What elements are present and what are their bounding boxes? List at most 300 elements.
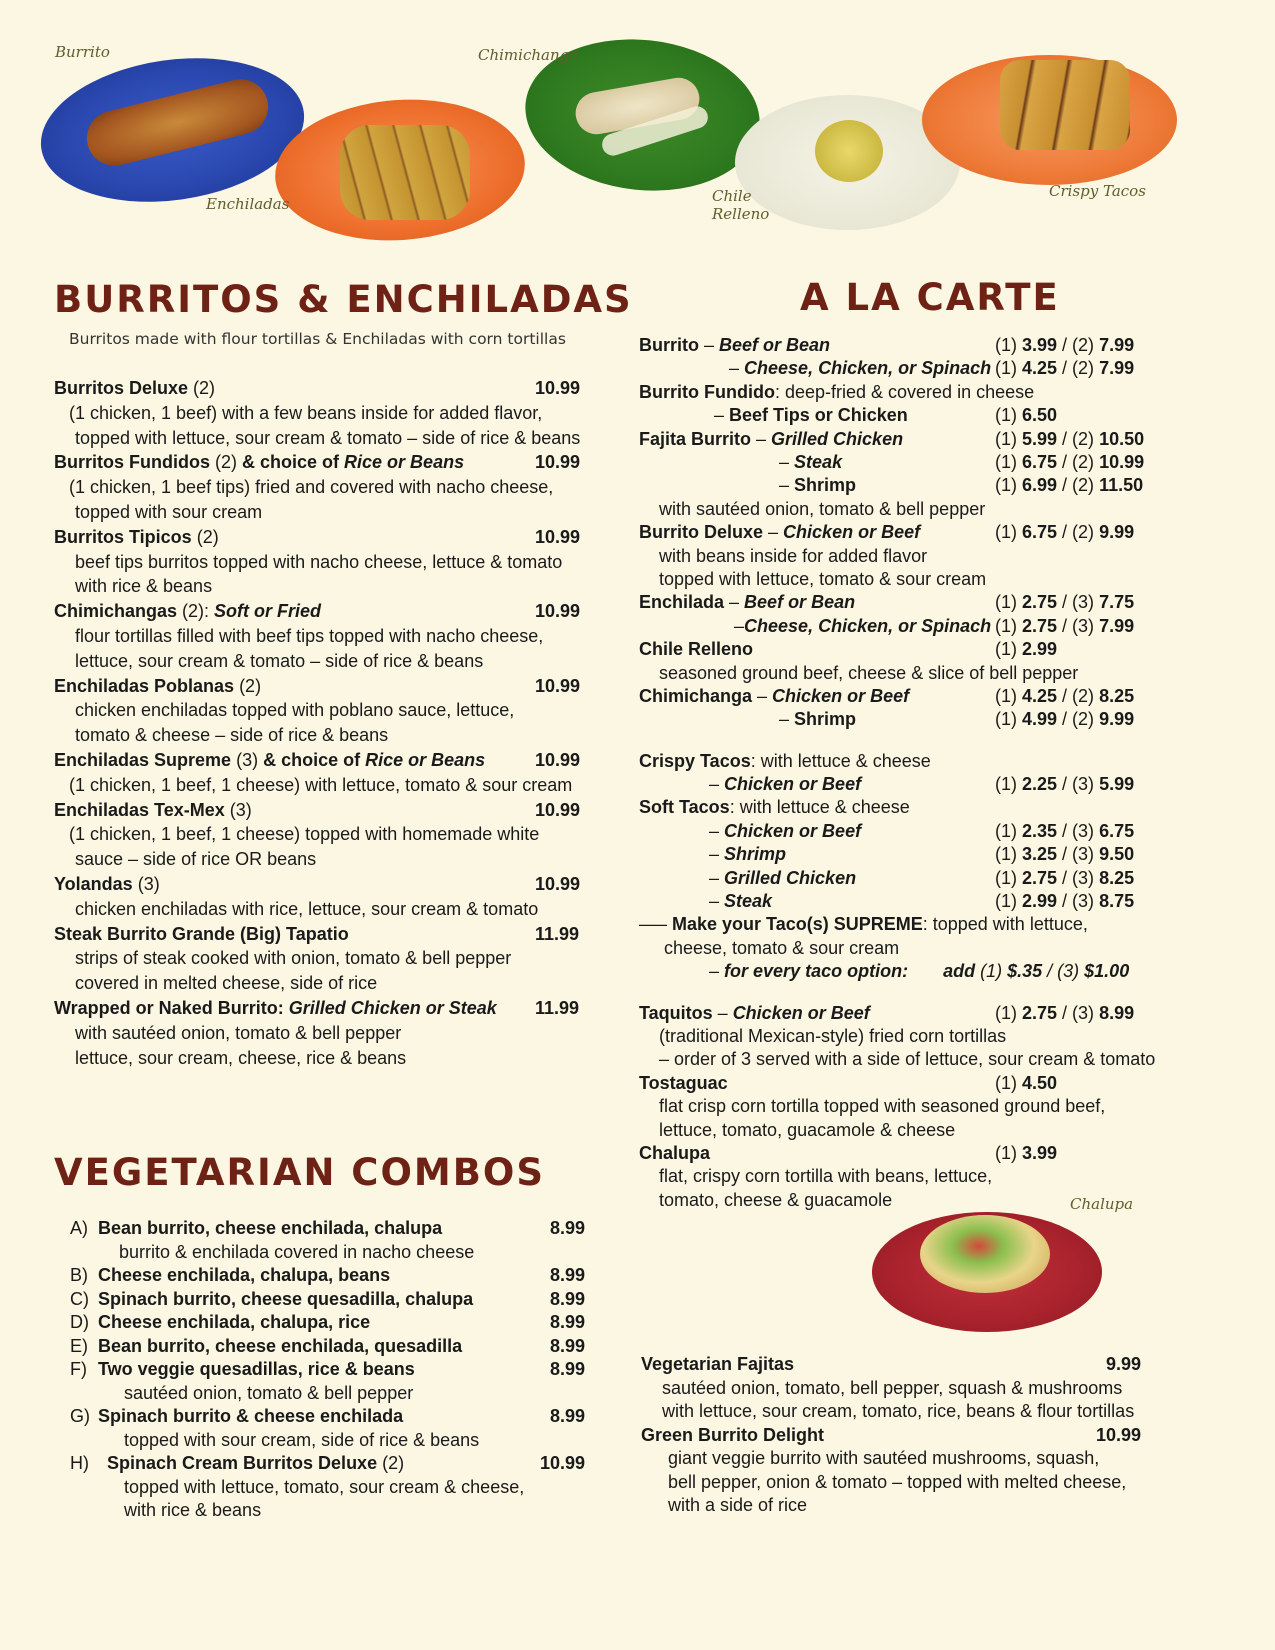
menu-item-description: strips of steak cooked with onion, tomato & bell pepper <box>75 948 512 969</box>
carte-text-segment: Beef or Bean <box>719 335 831 355</box>
carte-item-description: flat, crispy corn tortilla with beans, lettuce, <box>659 1166 993 1187</box>
menu-item-description: topped with lettuce, sour cream & tomato – side of rice & beans <box>75 427 581 448</box>
carte-text-segment: – <box>639 475 795 496</box>
carte-text-segment: $.35 <box>1007 961 1043 982</box>
enchiladas-photo-caption: Enchiladas <box>206 195 290 213</box>
price-segment: (1) <box>995 451 1022 472</box>
combo-price: 8.99 <box>549 1359 585 1379</box>
carte-text-segment: Chile Relleno <box>639 639 754 660</box>
price-segment: 11.50 <box>1099 475 1144 496</box>
carte-text-segment: cheese, tomato & sour cream <box>639 937 900 958</box>
price-segment: 2.75 <box>1022 615 1058 636</box>
price-segment: (1) <box>995 475 1022 496</box>
burritos-section-title: BURRITOS & ENCHILADAS <box>54 278 633 321</box>
price-segment: 2.99 <box>1022 891 1058 912</box>
price-segment: 5.99 <box>1022 428 1058 449</box>
menu-item-choice-option: Rice or Beans <box>365 749 486 770</box>
price-segment: 2.75 <box>1022 1002 1058 1023</box>
menu-item-description: sauce – side of rice OR beans <box>75 849 317 870</box>
menu-item-description: covered in melted cheese, side of rice <box>75 973 378 994</box>
carte-text-segment: – <box>639 891 725 912</box>
carte-text-segment: – <box>712 1002 733 1023</box>
carte-text-segment: Burrito <box>639 335 699 355</box>
carte-text-segment: – <box>639 961 725 982</box>
menu-item-description: tomato & cheese – side of rice & beans <box>75 725 389 746</box>
carte-text-segment: Beef or Bean <box>744 592 856 613</box>
price-segment: / (2) <box>1057 522 1100 543</box>
carte-text-segment: Steak <box>794 451 843 472</box>
carte-item-line <box>639 796 1159 819</box>
price-segment: 9.99 <box>1099 709 1135 730</box>
combo-header <box>70 1264 585 1288</box>
menu-item-name: Yolandas <box>54 873 133 894</box>
carte-text-segment: – <box>639 844 725 865</box>
carte-text-segment: : with lettuce & cheese <box>729 797 910 818</box>
carte-text-segment: $1.00 <box>1084 961 1130 982</box>
burrito-photo-caption: Burrito <box>55 43 110 61</box>
menu-item-header <box>54 674 594 699</box>
menu-item-price: 11.99 <box>535 997 580 1018</box>
carte-text-segment: : topped with lettuce, <box>922 914 1088 935</box>
menu-item-qty: (3) <box>231 749 264 770</box>
menu-item-description: with rice & beans <box>75 576 213 597</box>
combo-price: 8.99 <box>549 1335 585 1356</box>
carte-text-segment: – <box>724 592 745 613</box>
carte-item-description: (traditional Mexican-style) fried corn tortillas <box>659 1026 1007 1046</box>
price-segment: 7.75 <box>1099 592 1135 613</box>
carte-item-price <box>995 867 1134 890</box>
price-segment: 7.99 <box>1099 615 1135 636</box>
carte-text-segment: Steak <box>724 891 773 912</box>
carte-text-segment: Soft Tacos <box>639 797 730 818</box>
special-description: giant veggie burrito with sautéed mushrooms, squash, <box>668 1448 1100 1468</box>
carte-text-segment: Chicken or Beef <box>724 774 862 795</box>
price-segment: 9.99 <box>1099 522 1135 543</box>
combo-description: with rice & beans <box>124 1500 262 1520</box>
menu-item-price: 10.99 <box>535 378 581 398</box>
combo-name: Spinach burrito & cheese enchilada <box>98 1406 404 1426</box>
combo-name: Bean burrito, cheese enchilada, chalupa <box>98 1218 443 1238</box>
carte-text-segment: Shrimp <box>724 844 787 865</box>
carte-item-price <box>995 685 1134 708</box>
price-segment: / (3) <box>1057 867 1100 888</box>
menu-item-price: 10.99 <box>535 675 581 696</box>
menu-item-header <box>54 450 594 475</box>
price-segment: 2.35 <box>1022 820 1058 841</box>
chile-relleno-food <box>815 120 883 182</box>
combo-letter: B) <box>70 1265 88 1285</box>
carte-text-segment: add <box>943 961 981 982</box>
carte-item-line <box>639 1002 1159 1025</box>
chalupa-food <box>920 1215 1050 1293</box>
menu-item-description: (1 chicken, 1 beef, 1 cheese) with lettuce, tomato & sour cream <box>69 774 573 795</box>
price-segment: / (3) <box>1057 592 1100 613</box>
carte-text-segment: – <box>639 405 730 426</box>
carte-text-segment: Burrito Fundido <box>639 381 775 402</box>
combo-letter: F) <box>70 1359 87 1379</box>
carte-item-line <box>639 820 1159 843</box>
combo-price: 10.99 <box>539 1453 585 1473</box>
price-segment: (1) <box>995 867 1022 888</box>
price-segment: (1) <box>995 358 1022 379</box>
carte-item-price <box>995 1002 1134 1025</box>
menu-item-name: Burritos Tipicos <box>54 526 192 547</box>
carte-text-segment: Chicken or Beef <box>772 685 910 706</box>
carte-text-segment: – <box>763 522 784 543</box>
price-segment: 6.50 <box>1022 405 1058 426</box>
price-segment: / (3) <box>1057 844 1100 865</box>
carte-text-segment: – <box>639 709 795 730</box>
carte-text-segment: Crispy Tacos <box>639 750 751 771</box>
carte-item-description: flat crisp corn tortilla topped with seasoned ground beef, <box>659 1096 1106 1117</box>
price-segment: (1) <box>995 592 1022 613</box>
combo-name: Spinach Cream Burritos Deluxe <box>107 1453 378 1473</box>
menu-item-header <box>54 798 594 823</box>
combo-letter: E) <box>70 1335 88 1356</box>
combo-letter: C) <box>70 1288 89 1309</box>
special-header <box>641 1353 1141 1377</box>
a-la-carte-list <box>639 334 1159 1212</box>
menu-item-description: topped with sour cream <box>75 501 263 522</box>
carte-item-line <box>639 773 1159 796</box>
combo-description: topped with lettuce, tomato, sour cream & cheese, <box>124 1476 525 1497</box>
menu-item-header <box>54 599 594 624</box>
carte-item-line <box>639 474 1159 497</box>
price-segment: 10.99 <box>1099 451 1145 472</box>
menu-item-qty: (3) <box>224 799 252 820</box>
carte-item-price <box>995 521 1134 544</box>
combo-price: 8.99 <box>549 1288 585 1309</box>
menu-item-name: Enchiladas Poblanas <box>54 675 235 696</box>
carte-text-segment: – <box>699 335 720 355</box>
chimichanga-photo-caption: Chimichanga <box>478 46 579 64</box>
menu-item-qty: (3) <box>132 873 160 894</box>
special-description: with a side of rice <box>668 1495 808 1515</box>
carte-item-description: seasoned ground beef, cheese & slice of bell pepper <box>659 662 1079 683</box>
menu-item-price: 10.99 <box>535 799 581 820</box>
price-segment: (1) <box>995 891 1022 912</box>
carte-text-segment: – <box>639 451 795 472</box>
carte-text-segment: Chalupa <box>639 1143 711 1164</box>
special-price: 10.99 <box>1095 1424 1141 1445</box>
carte-text-segment: – <box>752 685 773 706</box>
carte-item-line <box>639 638 1159 661</box>
price-segment: 6.75 <box>1099 820 1135 841</box>
carte-text-segment: – <box>751 428 772 449</box>
combo-qty: (2) <box>377 1453 405 1473</box>
carte-item-line <box>639 843 1159 866</box>
price-segment: 3.25 <box>1022 844 1058 865</box>
price-segment: (1) <box>995 639 1022 660</box>
price-segment: 8.99 <box>1099 1002 1135 1023</box>
price-segment: 4.50 <box>1022 1072 1058 1093</box>
menu-item-price: 10.99 <box>535 749 581 770</box>
combo-header <box>70 1288 585 1312</box>
menu-item-name: Enchiladas Supreme <box>54 749 232 770</box>
carte-item-price <box>995 404 1057 427</box>
menu-item-qty: (2) <box>234 675 262 696</box>
carte-item-price <box>995 451 1144 474</box>
menu-item-style: Grilled Chicken or Steak <box>288 997 497 1018</box>
price-segment: 2.75 <box>1022 592 1058 613</box>
combo-name: Cheese enchilada, chalupa, beans <box>98 1265 391 1285</box>
carte-item-price <box>995 357 1134 380</box>
menu-item-description: flour tortillas filled with beef tips topped with nacho cheese, <box>75 625 544 646</box>
carte-item-line <box>639 451 1159 474</box>
menu-item-name: Burritos Deluxe <box>54 378 189 398</box>
price-segment: 8.75 <box>1099 891 1135 912</box>
carte-item-price <box>995 773 1134 796</box>
section-spacer <box>639 984 1159 1002</box>
price-segment: 4.99 <box>1022 709 1058 730</box>
vegetarian-section-title: VEGETARIAN COMBOS <box>54 1151 546 1194</box>
menu-item-header <box>54 376 594 401</box>
carte-text-segment: Burrito Deluxe <box>639 522 764 543</box>
carte-item-line <box>639 334 1159 357</box>
price-segment: 6.75 <box>1022 522 1058 543</box>
menu-item-description: (1 chicken, 1 beef tips) fried and covered with nacho cheese, <box>69 477 554 498</box>
carte-item-line <box>639 591 1159 614</box>
carte-item-line <box>639 357 1159 380</box>
carte-text-segment: – <box>639 867 725 888</box>
carte-text-segment: Shrimp <box>794 475 857 496</box>
combo-header <box>70 1358 585 1382</box>
menu-item-name: Burritos Fundidos <box>54 452 210 473</box>
combo-letter: A) <box>70 1218 88 1238</box>
price-segment: / (2) <box>1057 451 1100 472</box>
combo-header <box>70 1311 585 1335</box>
price-segment: 4.25 <box>1022 358 1058 379</box>
combo-price: 8.99 <box>549 1265 585 1285</box>
price-segment: (1) <box>995 1072 1022 1093</box>
price-segment: (1) <box>995 335 1022 355</box>
menu-item-header <box>54 996 594 1021</box>
price-segment: 2.99 <box>1022 639 1058 660</box>
enchiladas-food <box>340 125 470 220</box>
carte-text-segment: Grilled Chicken <box>771 428 904 449</box>
price-segment: (1) <box>995 820 1022 841</box>
price-segment: / (2) <box>1057 685 1100 706</box>
menu-item-description: lettuce, sour cream, cheese, rice & beans <box>75 1047 407 1068</box>
carte-item-line <box>639 750 1159 773</box>
carte-item-price <box>995 1142 1057 1165</box>
carte-text-segment: : with lettuce & cheese <box>750 750 931 771</box>
price-segment: 9.50 <box>1099 844 1135 865</box>
carte-item-line <box>639 685 1159 708</box>
price-segment: 2.75 <box>1022 867 1058 888</box>
price-segment: 3.99 <box>1022 335 1058 355</box>
menu-item-name: Steak Burrito Grande (Big) Tapatio <box>54 923 349 944</box>
price-segment: / (2) <box>1057 709 1100 730</box>
carte-text-segment: for every taco option: <box>724 961 909 982</box>
special-header <box>641 1424 1141 1448</box>
price-segment: (1) <box>995 685 1022 706</box>
price-segment: 6.75 <box>1022 451 1058 472</box>
carte-text-segment: Cheese, Chicken, or Spinach <box>744 358 992 379</box>
carte-item-line <box>639 381 1159 404</box>
carte-item-line <box>639 428 1159 451</box>
menu-item-style: Soft or Fried <box>214 601 322 622</box>
menu-item-description: (1 chicken, 1 beef) with a few beans inside for added flavor, <box>69 402 543 423</box>
carte-text-segment: Beef Tips or Chicken <box>729 405 908 426</box>
chalupa-photo-caption: Chalupa <box>1070 1195 1134 1213</box>
price-segment: (1) <box>995 1143 1022 1164</box>
price-segment: (1) <box>995 1002 1022 1023</box>
combo-name: Two veggie quesadillas, rice & beans <box>98 1359 415 1379</box>
price-segment: 2.25 <box>1022 774 1058 795</box>
menu-item-qty: (2): <box>177 601 215 622</box>
carte-text-segment: Chicken or Beef <box>732 1002 870 1023</box>
chile-relleno-caption-line2: Relleno <box>712 205 770 223</box>
carte-item-price <box>995 1072 1057 1095</box>
price-segment: (1) <box>995 615 1022 636</box>
carte-item-price <box>995 843 1134 866</box>
combo-header <box>70 1217 585 1241</box>
combo-header <box>70 1405 585 1429</box>
price-segment: (1) <box>995 774 1022 795</box>
carte-item-line <box>639 937 1159 960</box>
menu-item-qty: (2) <box>188 378 216 398</box>
carte-item-description: with beans inside for added flavor <box>659 545 928 566</box>
combo-price: 8.99 <box>549 1218 585 1238</box>
carte-text-segment: Taquitos <box>639 1002 713 1023</box>
section-spacer <box>639 732 1159 750</box>
carte-item-price <box>995 334 1134 357</box>
special-name: Green Burrito Delight <box>641 1424 825 1445</box>
carte-item-line <box>639 913 1159 936</box>
menu-item-description: lettuce, sour cream & tomato – side of rice & beans <box>75 650 484 671</box>
special-name: Vegetarian Fajitas <box>641 1354 795 1374</box>
carte-item-line <box>639 1142 1159 1165</box>
menu-item-description: chicken enchiladas topped with poblano sauce, lettuce, <box>75 700 515 721</box>
crispy-tacos-food <box>1000 60 1130 150</box>
carte-item-price <box>995 591 1134 614</box>
menu-item-choice: & choice of <box>263 749 366 770</box>
carte-text-segment: Chicken or Beef <box>724 820 862 841</box>
carte-text-segment: —– <box>639 914 673 935</box>
burritos-list <box>54 376 594 1070</box>
price-segment: / (3) <box>1057 1002 1100 1023</box>
price-segment: / (3) <box>1057 615 1100 636</box>
carte-text-segment: (1) <box>980 961 1008 982</box>
carte-item-price <box>995 615 1134 638</box>
price-segment: 7.99 <box>1099 358 1135 379</box>
menu-item-header <box>54 748 594 773</box>
carte-item-description: topped with lettuce, tomato & sour cream <box>659 568 987 589</box>
price-segment: / (3) <box>1057 820 1100 841</box>
price-segment: 6.99 <box>1022 475 1058 496</box>
burritos-section-subtitle: Burritos made with flour tortillas & Enchiladas with corn tortillas <box>69 330 566 348</box>
price-segment: / (2) <box>1057 358 1100 379</box>
carte-item-description: lettuce, tomato, guacamole & cheese <box>659 1119 956 1140</box>
menu-item-price: 10.99 <box>535 526 581 547</box>
special-price: 9.99 <box>1105 1354 1141 1374</box>
special-description: sautéed onion, tomato, bell pepper, squash & mushrooms <box>662 1377 1123 1398</box>
price-segment: 10.50 <box>1099 428 1145 449</box>
menu-item-name: Enchiladas Tex-Mex <box>54 799 225 820</box>
menu-item-description: with sautéed onion, tomato & bell pepper <box>75 1022 402 1043</box>
price-segment: 8.25 <box>1099 685 1135 706</box>
menu-item-description: (1 chicken, 1 beef, 1 cheese) topped with homemade white <box>69 824 540 845</box>
carte-item-price <box>995 638 1057 661</box>
price-segment: (1) <box>995 405 1022 426</box>
combo-description: sautéed onion, tomato & bell pepper <box>124 1382 414 1403</box>
carte-text-segment: Fajita Burrito <box>639 428 752 449</box>
price-segment: / (3) <box>1057 891 1100 912</box>
carte-text-segment <box>908 961 943 981</box>
price-segment: / (2) <box>1057 475 1100 496</box>
price-segment: (1) <box>995 522 1022 543</box>
carte-item-line <box>639 890 1159 913</box>
carte-item-description: with sautéed onion, tomato & bell pepper <box>659 498 986 519</box>
price-segment: 7.99 <box>1099 335 1135 355</box>
menu-item-name: Chimichangas <box>54 601 178 622</box>
carte-text-segment: : deep-fried & covered in cheese <box>774 381 1035 402</box>
price-segment: / (3) <box>1057 774 1100 795</box>
carte-item-price <box>995 708 1134 731</box>
price-segment: (1) <box>995 428 1022 449</box>
menu-item-qty: (2) <box>191 526 219 547</box>
combo-price: 8.99 <box>549 1312 585 1332</box>
carte-text-segment: Make your Taco(s) SUPREME <box>672 914 923 935</box>
price-segment: / (2) <box>1057 335 1100 355</box>
combo-name: Cheese enchilada, chalupa, rice <box>98 1312 371 1332</box>
carte-text-segment: Chimichanga <box>639 685 753 706</box>
combo-letter: G) <box>70 1406 90 1426</box>
carte-text-segment: – <box>639 615 745 636</box>
carte-item-line <box>639 867 1159 890</box>
carte-text-segment: Chicken or Beef <box>783 522 921 543</box>
carte-item-line <box>639 960 1159 983</box>
combo-name: Bean burrito, cheese enchilada, quesadilla <box>98 1335 463 1356</box>
price-segment: 5.99 <box>1099 774 1135 795</box>
carte-text-segment: – <box>639 820 725 841</box>
carte-item-line <box>639 1072 1159 1095</box>
carte-text-segment: – <box>639 358 745 379</box>
carte-item-price <box>995 820 1134 843</box>
combo-description: burrito & enchilada covered in nacho cheese <box>119 1241 475 1262</box>
carte-text-segment: Shrimp <box>794 709 857 730</box>
carte-text-segment: Enchilada <box>639 592 725 613</box>
menu-item-header <box>54 922 594 947</box>
combo-price: 8.99 <box>549 1406 585 1426</box>
chile-relleno-caption-line1: Chile <box>712 187 752 205</box>
combo-description: topped with sour cream, side of rice & beans <box>124 1429 480 1450</box>
menu-item-price: 10.99 <box>535 601 581 622</box>
menu-item-price: 10.99 <box>535 452 581 473</box>
price-segment: 8.25 <box>1099 867 1135 888</box>
carte-item-description: tomato, cheese & guacamole <box>659 1189 893 1210</box>
price-segment: (1) <box>995 709 1022 730</box>
crispy-tacos-photo-caption: Crispy Tacos <box>1049 182 1146 200</box>
price-segment: 4.25 <box>1022 685 1058 706</box>
carte-text-segment: Cheese, Chicken, or Spinach <box>744 615 992 636</box>
menu-item-choice: & choice of <box>242 452 345 473</box>
carte-item-description: – order of 3 served with a side of lettuce, sour cream & tomato <box>659 1049 1156 1070</box>
price-segment: 3.99 <box>1022 1143 1058 1164</box>
menu-item-name: Wrapped or Naked Burrito: <box>54 997 289 1018</box>
special-description: with lettuce, sour cream, tomato, rice, beans & flour tortillas <box>662 1401 1135 1421</box>
price-segment: / (2) <box>1057 428 1100 449</box>
combo-header <box>70 1452 585 1476</box>
menu-item-choice-option: Rice or Beans <box>344 452 465 473</box>
vegetarian-combos-list <box>70 1217 585 1523</box>
menu-item-description: beef tips burritos topped with nacho cheese, lettuce & tomato <box>75 551 563 572</box>
combo-name: Spinach burrito, cheese quesadilla, chalupa <box>98 1288 474 1309</box>
carte-item-line <box>639 708 1159 731</box>
carte-text-segment: – <box>639 774 725 795</box>
menu-item-header <box>54 872 594 897</box>
